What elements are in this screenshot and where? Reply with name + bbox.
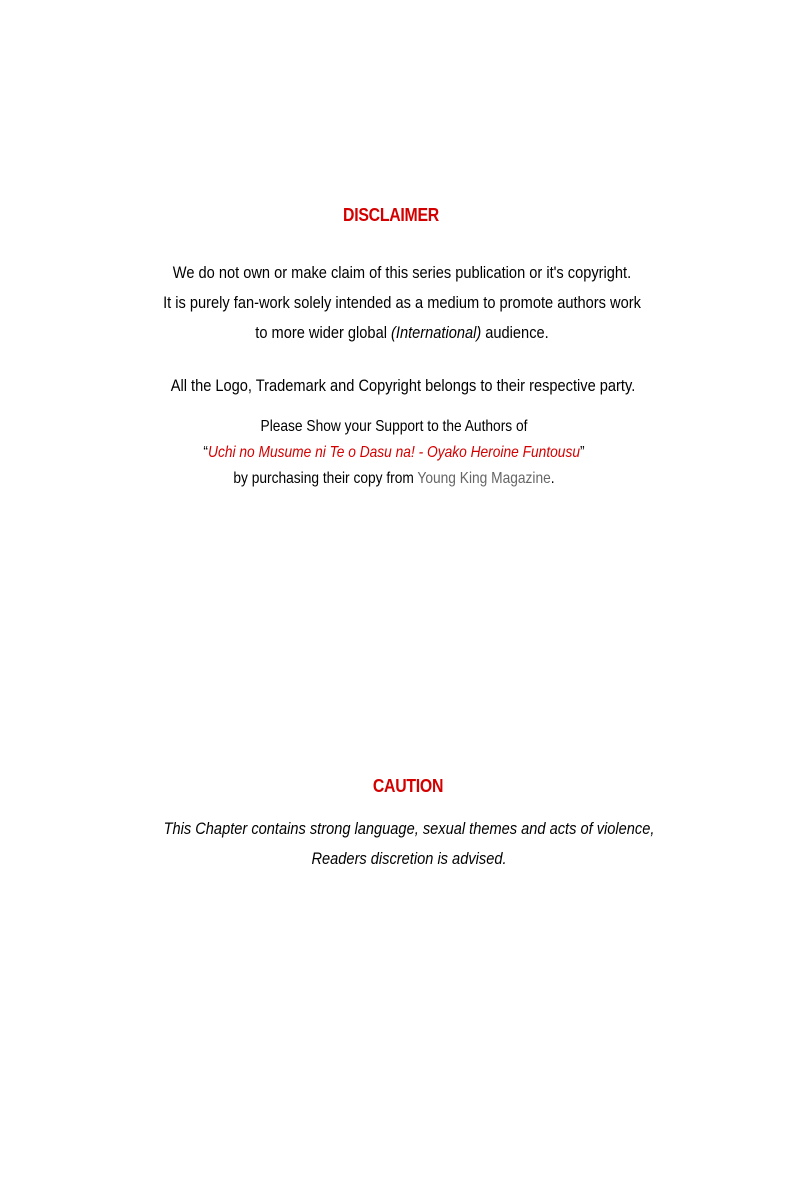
audience-prefix: to more wider global bbox=[255, 323, 392, 342]
disclaimer-line-audience bbox=[58, 323, 746, 343]
close-quote: ” bbox=[579, 444, 585, 461]
series-title: Uchi no Musume ni Te o Dasu na! - Oyako Heroine Funtousu bbox=[208, 444, 580, 461]
disclaimer-line-fanwork: It is purely fan-work solely intended as a medium to promote authors work bbox=[163, 293, 641, 312]
audience-emphasis: (International) bbox=[391, 323, 482, 342]
purchase-prefix: by purchasing their copy from bbox=[233, 470, 418, 487]
caution-title: CAUTION bbox=[372, 776, 444, 796]
disclaimer-title: DISCLAIMER bbox=[343, 205, 439, 225]
disclaimer-line-trademark: All the Logo, Trademark and Copyright belongs to their respective party. bbox=[170, 376, 636, 395]
purchase-line bbox=[50, 469, 738, 489]
disclaimer-line-ownership: We do not own or make claim of this series publication or it's copyright. bbox=[172, 263, 632, 282]
series-title-line bbox=[50, 443, 738, 463]
support-line: Please Show your Support to the Authors of bbox=[260, 418, 528, 435]
caution-line-content: This Chapter contains strong language, sexual themes and acts of violence, bbox=[163, 819, 655, 838]
open-quote: “ bbox=[203, 444, 209, 461]
purchase-suffix: . bbox=[550, 470, 555, 487]
audience-suffix: audience. bbox=[481, 323, 549, 342]
caution-line-discretion: Readers discretion is advised. bbox=[311, 849, 507, 868]
publisher-link[interactable]: Young King Magazine bbox=[417, 470, 551, 487]
